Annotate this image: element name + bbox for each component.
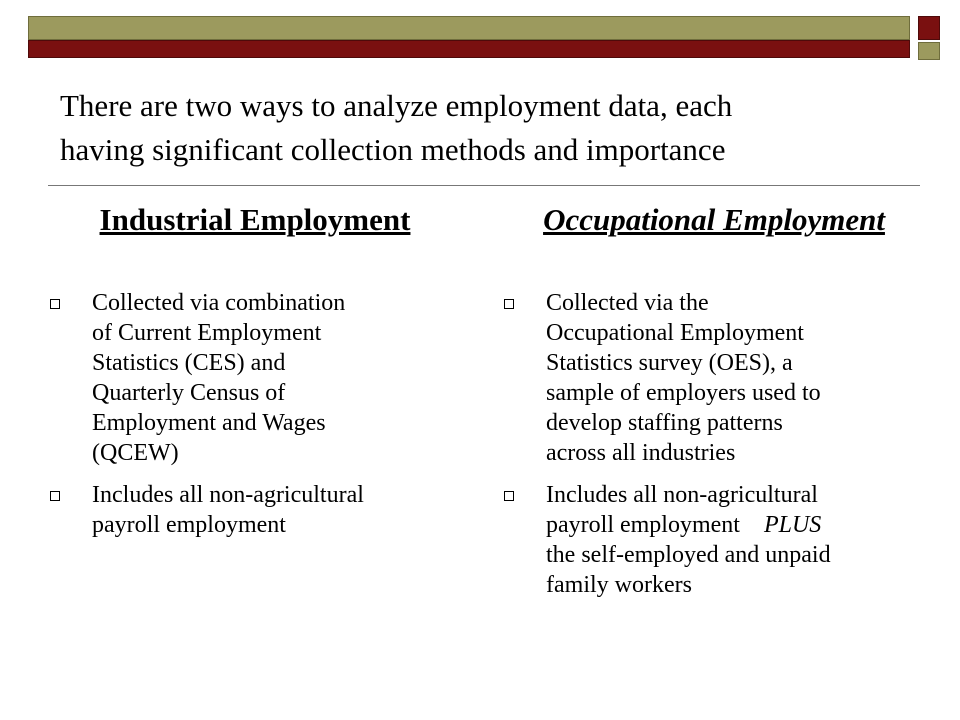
bullet-line: Collected via the <box>546 290 709 316</box>
square-bullet-icon <box>50 299 60 309</box>
square-bullet-icon <box>504 491 514 501</box>
bullet-item <box>40 480 470 540</box>
bullet-line: payroll employment <box>546 512 740 538</box>
industrial-bullets <box>40 288 470 540</box>
olive-square <box>918 42 940 60</box>
industrial-heading: Industrial Employment <box>99 202 411 237</box>
bullet-line: Employment and Wages <box>92 410 326 436</box>
bullet-line: Includes all non-agricultural <box>92 482 364 508</box>
bullet-line: payroll employment <box>92 512 286 538</box>
bullet-line: Includes all non-agricultural <box>546 482 818 508</box>
decorative-top-bar <box>28 16 940 60</box>
bullet-line: develop staffing patterns <box>546 410 783 436</box>
plus-emphasis: PLUS <box>763 512 822 538</box>
bullet-line: Occupational Employment <box>546 320 804 346</box>
title-line-2: having significant collection methods and importance <box>60 132 726 167</box>
bullet-line: Statistics survey (OES), a <box>546 350 793 376</box>
maroon-square <box>918 16 940 40</box>
bullet-line: sample of employers used to <box>546 380 821 406</box>
bullet-line: family workers <box>546 572 692 598</box>
bullet-line: across all industries <box>546 440 736 466</box>
slide-title <box>60 84 920 172</box>
occupational-bullets <box>494 288 934 600</box>
bullet-line: the self-employed and unpaid <box>546 542 831 568</box>
occupational-column <box>494 200 934 612</box>
occupational-heading: Occupational Employment <box>543 202 885 237</box>
maroon-stripe <box>28 40 910 58</box>
bullet-item <box>40 288 470 468</box>
bullet-line: Collected via combination <box>92 290 346 316</box>
title-line-1: There are two ways to analyze employment data, each <box>60 88 733 123</box>
title-divider <box>48 185 920 186</box>
bullet-line: (QCEW) <box>92 440 179 466</box>
industrial-column <box>40 200 470 552</box>
square-bullet-icon <box>50 491 60 501</box>
bullet-line: Quarterly Census of <box>92 380 286 406</box>
bullet-item <box>494 480 934 600</box>
bullet-line: of Current Employment <box>92 320 322 346</box>
olive-stripe <box>28 16 910 40</box>
bullet-item <box>494 288 934 468</box>
bullet-line: Statistics (CES) and <box>92 350 286 376</box>
square-bullet-icon <box>504 299 514 309</box>
